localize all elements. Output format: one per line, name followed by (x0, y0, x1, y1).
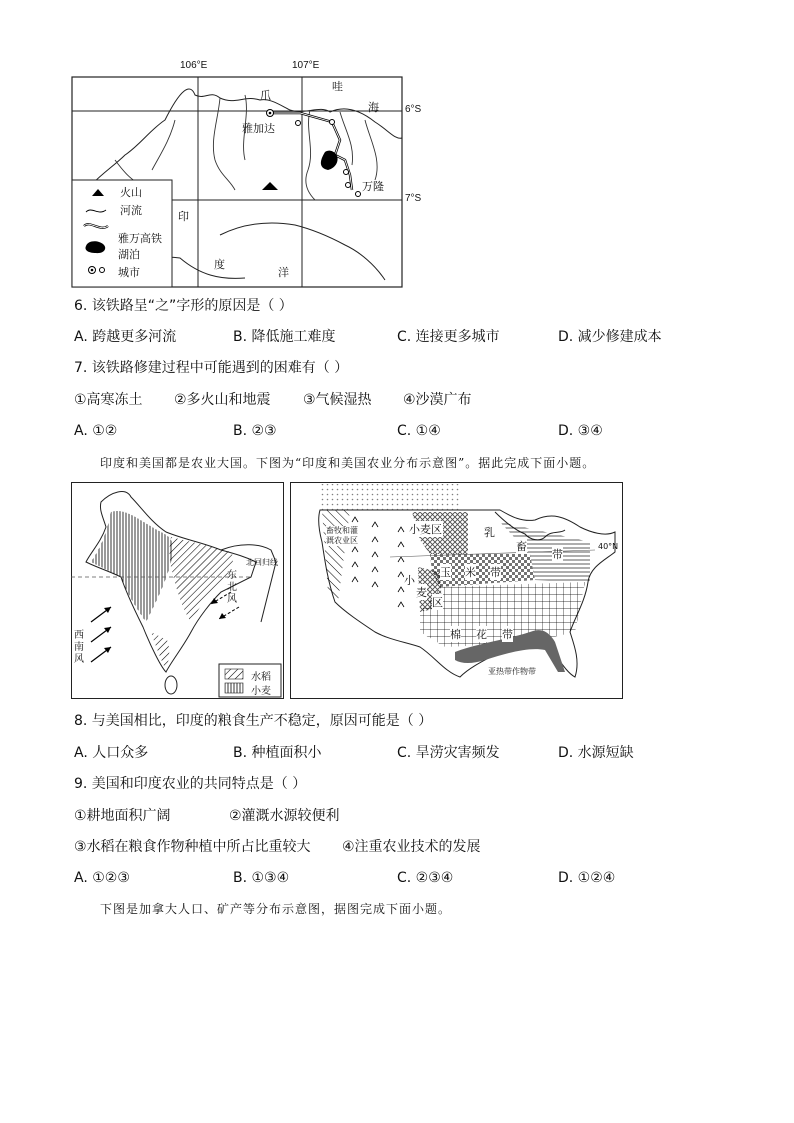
canada-band (320, 484, 460, 510)
q8-option-b[interactable]: B. 种植面积小 (233, 745, 322, 761)
legend-city-label: 城市 (118, 266, 140, 279)
sri-lanka (165, 676, 177, 694)
q7-option-b[interactable]: B. ②③ (233, 423, 277, 439)
legend-volcano-label: 火山 (120, 186, 142, 199)
usa-cotton-1: 棉 (450, 628, 461, 641)
usa-corn-3: 带 (490, 566, 501, 579)
q9-item-2: ②灌溉水源较便利 (229, 808, 340, 824)
q7-stem: 7. 该铁路修建过程中可能遇到的困难有（ ） (74, 360, 349, 376)
label-zhua: 爪 (260, 89, 271, 102)
q7-option-d[interactable]: D. ③④ (558, 423, 603, 439)
q6-stem: 6. 该铁路呈“之”字形的原因是（ ） (74, 298, 293, 314)
q9-item-1: ①耕地面积广阔 (74, 808, 171, 824)
usa-wheat-label: 小麦区 (409, 523, 442, 536)
usa-agriculture-map (290, 482, 623, 699)
usa-corn-2: 米 (465, 566, 476, 579)
lon-107-label: 107°E (292, 60, 320, 71)
q7-option-a[interactable]: A. ①② (74, 423, 118, 439)
legend-railway-label: 雅万高铁 (118, 232, 162, 245)
q9-stem: 9. 美国和印度农业的共同特点是（ ） (74, 776, 307, 792)
ne-wind-label: 东北风 (227, 570, 237, 605)
q7-item-2: ②多火山和地震 (174, 392, 271, 408)
legend-city-icon (100, 268, 105, 273)
city-dot-3 (344, 170, 349, 175)
volcano-symbol (262, 182, 278, 190)
usa-mixed-2: 麦 (416, 586, 427, 599)
q7-item-3: ③气候湿热 (303, 392, 372, 408)
label-wa: 哇 (332, 80, 343, 93)
usa-lat40-label: 40°N (598, 542, 619, 551)
legend-rice-label: 水稻 (251, 672, 271, 683)
java-railway-map (70, 60, 422, 290)
lat-7s-label: 7°S (405, 193, 422, 204)
q6-option-c[interactable]: C. 连接更多城市 (397, 329, 500, 345)
usa-cotton-2: 花 (476, 628, 487, 641)
usa-dairy-3: 带 (552, 548, 563, 561)
india-agriculture-map (71, 482, 284, 699)
usa-mixed-1: 小 (404, 574, 415, 587)
label-jakarta: 雅加达 (242, 122, 275, 135)
label-ocean-yang: 洋 (278, 266, 289, 279)
q8-option-c[interactable]: C. 旱涝灾害频发 (397, 745, 500, 761)
lake-shape (321, 151, 338, 170)
city-dot-4 (346, 183, 351, 188)
label-hai: 海 (368, 101, 379, 114)
legend-river-label: 河流 (120, 204, 142, 217)
label-ocean-yin: 印 (178, 210, 189, 223)
q8-option-d[interactable]: D. 水源短缺 (558, 745, 634, 761)
q8-option-a[interactable]: A. 人口众多 (74, 745, 149, 761)
q7-item-4: ④沙漠广布 (403, 392, 472, 408)
q6-option-b[interactable]: B. 降低施工难度 (233, 329, 336, 345)
usa-grazing-label: 畜牧和灌溉农业区 (326, 526, 362, 546)
lat-6s-label: 6°S (405, 104, 422, 115)
q9-option-b[interactable]: B. ①③④ (233, 870, 290, 886)
usa-dairy-2: 畜 (516, 540, 527, 553)
q7-option-c[interactable]: C. ①④ (397, 423, 441, 439)
river-4 (340, 112, 353, 165)
label-ocean-du: 度 (214, 258, 225, 271)
usa-cotton-3: 带 (502, 628, 513, 641)
river-1 (213, 98, 235, 190)
q9-option-d[interactable]: D. ①②④ (558, 870, 616, 886)
legend-rice-swatch (225, 669, 243, 679)
q9-item-4: ④注重农业技术的发展 (342, 839, 481, 855)
city-dot-1 (296, 121, 301, 126)
usa-mixed-3: 区 (432, 596, 443, 609)
q6-option-d[interactable]: D. 减少修建成本 (558, 329, 662, 345)
usa-subtropical-label: 亚热带作物带 (488, 667, 536, 676)
q7-item-1: ①高寒冻土 (74, 392, 143, 408)
legend-lake-label: 湖泊 (118, 248, 140, 261)
usa-dairy-1: 乳 (484, 526, 495, 539)
sw-wind-label: 西南风 (74, 630, 84, 665)
intro-canada: 下图是加拿大人口、矿产等分布示意图，据图完成下面小题。 (100, 902, 452, 916)
legend-wheat-label: 小麦 (251, 686, 271, 697)
river-5 (365, 120, 377, 180)
legend-wheat-swatch (225, 683, 243, 693)
intro-india-usa: 印度和美国都是农业大国。下图为“印度和美国农业分布示意图”。据此完成下面小题。 (100, 456, 596, 470)
q6-option-a[interactable]: A. 跨越更多河流 (74, 329, 177, 345)
label-bandung: 万隆 (362, 180, 384, 193)
tropic-label: 北回归线 (246, 558, 278, 567)
q9-option-a[interactable]: A. ①②③ (74, 870, 130, 886)
river-3 (306, 110, 315, 200)
q9-item-3: ③水稻在粮食作物种植中所占比重较大 (74, 839, 311, 855)
india-map-svg (71, 482, 284, 699)
q9-option-c[interactable]: C. ②③④ (397, 870, 454, 886)
usa-corn-1: 玉 (440, 566, 451, 579)
bandung-dot (356, 192, 361, 197)
usa-map-svg (290, 482, 623, 699)
city-dot-2 (330, 120, 335, 125)
q8-stem: 8. 与美国相比，印度的粮食生产不稳定，原因可能是（ ） (74, 713, 433, 729)
lon-106-label: 106°E (180, 60, 208, 71)
